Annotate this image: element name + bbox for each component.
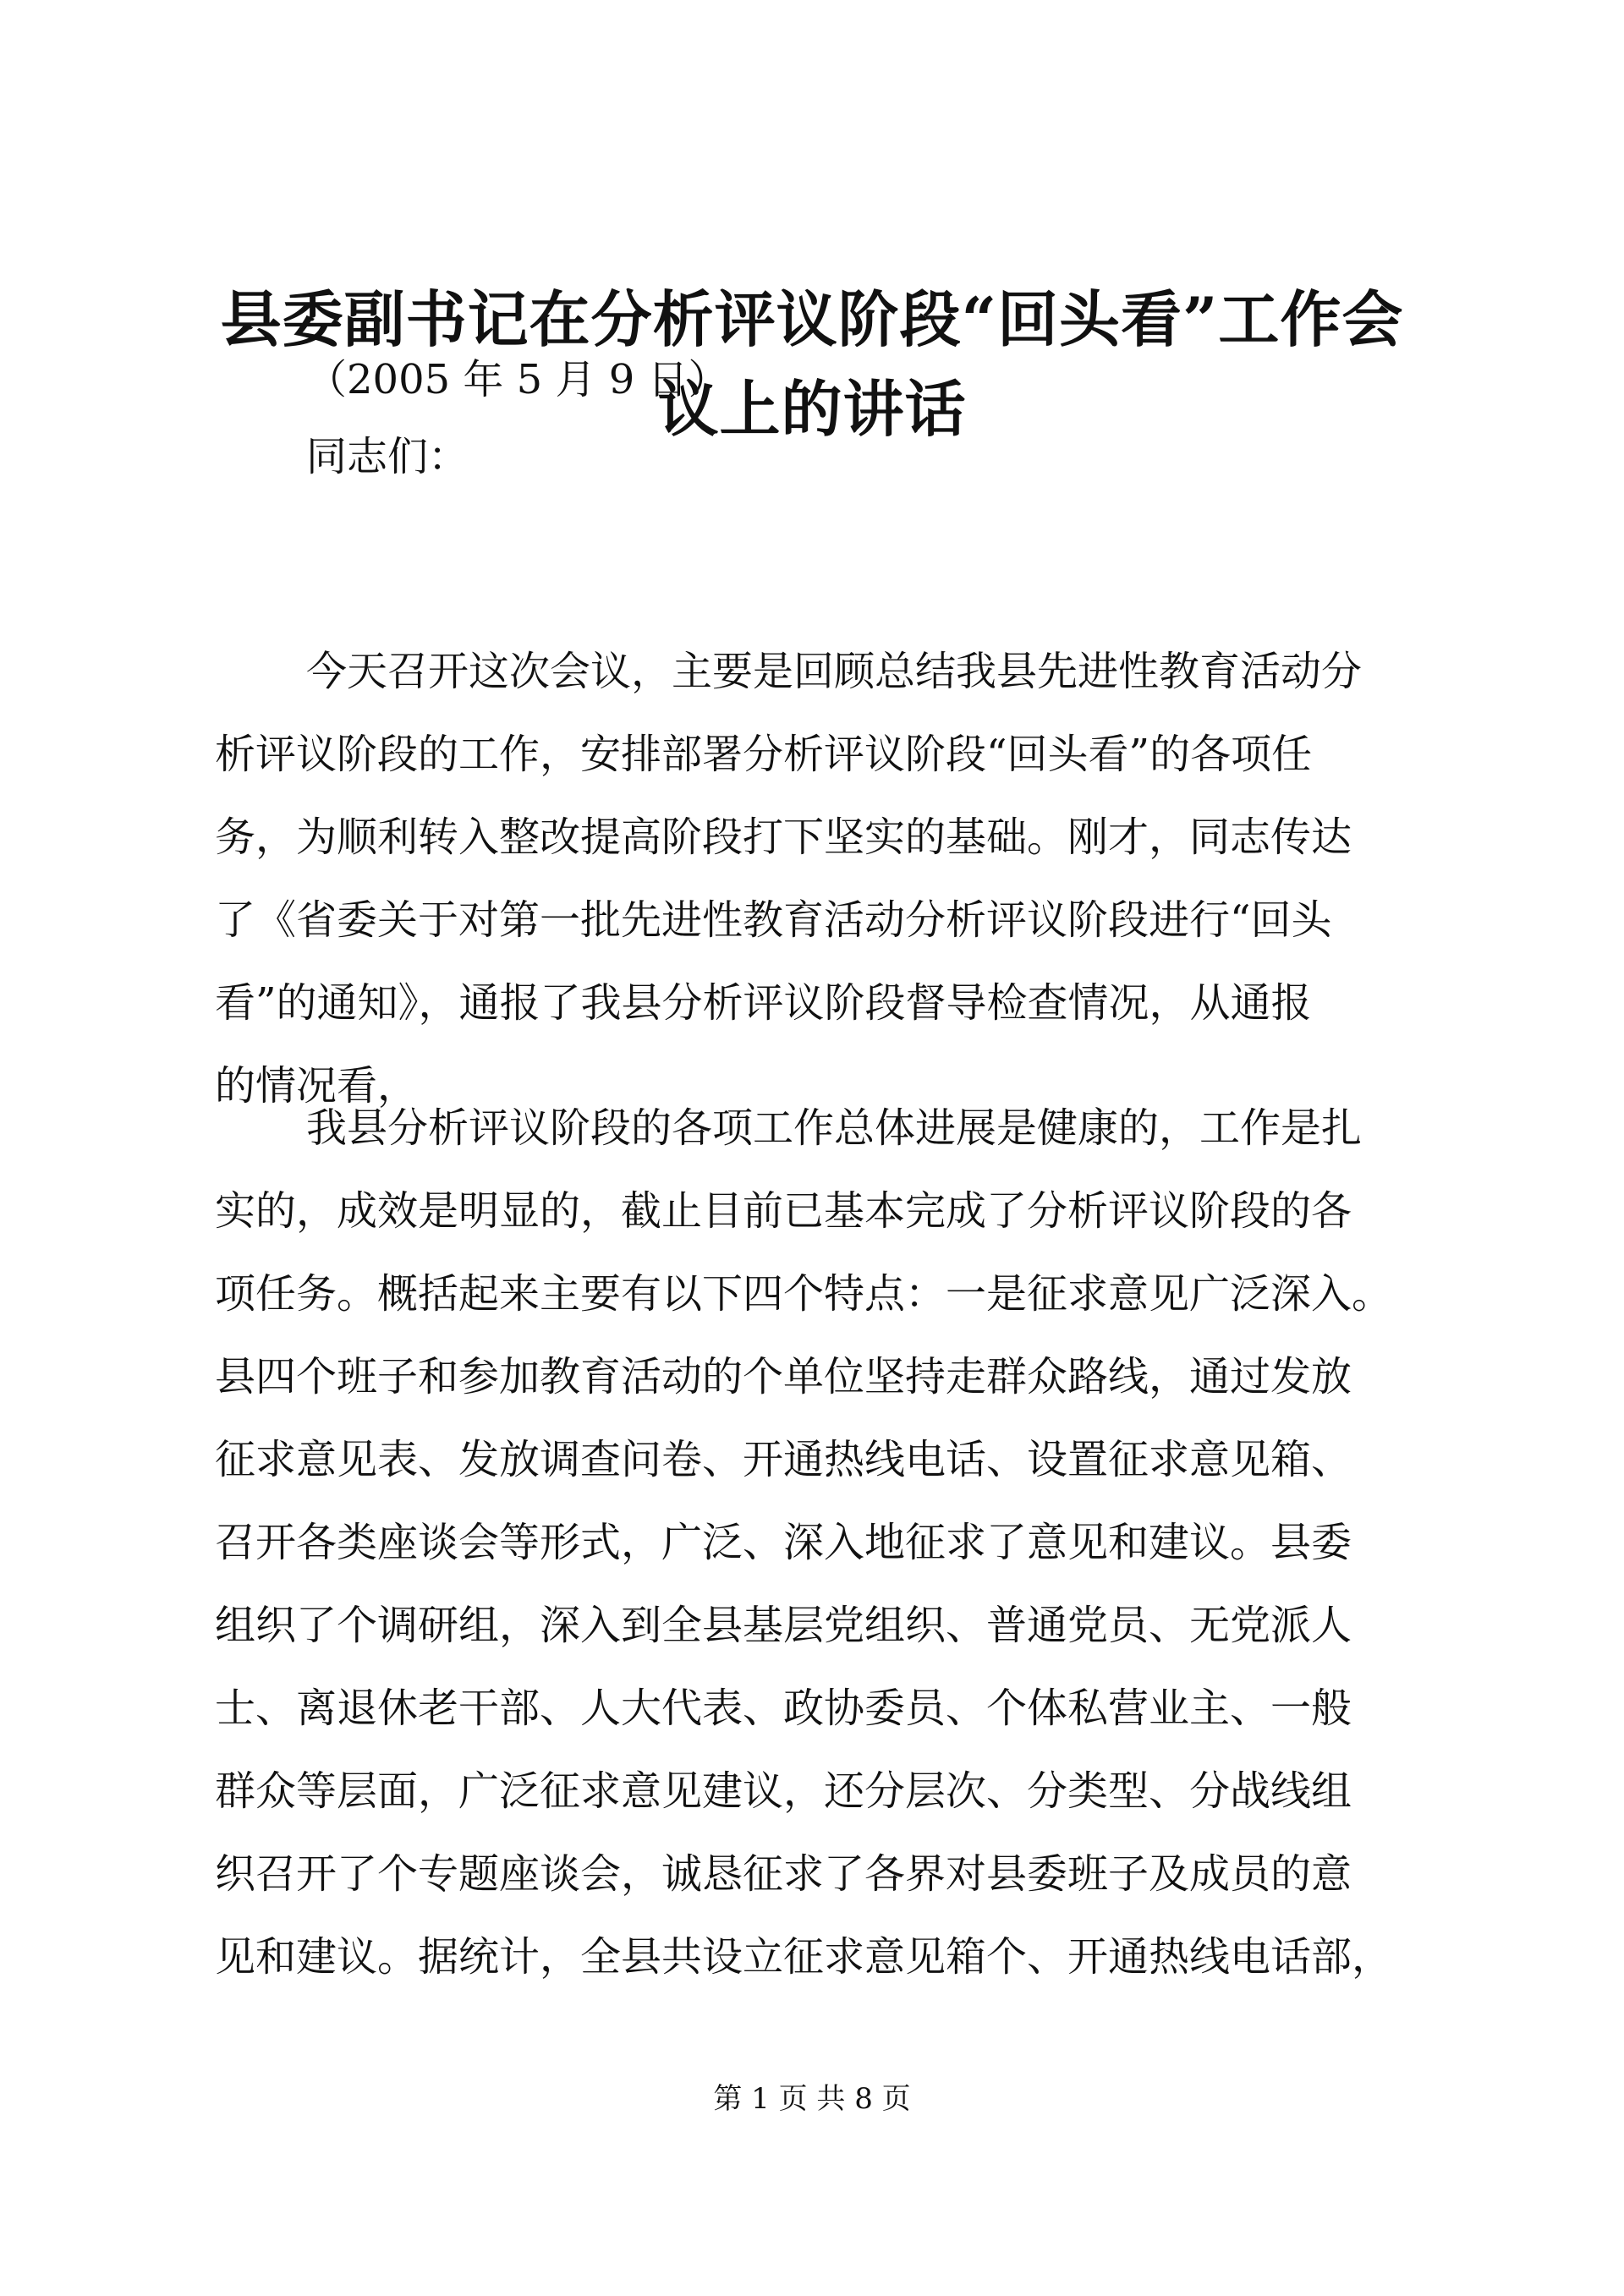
paragraph-line: 织召开了个专题座谈会，诚恳征求了各界对县委班子及成员的意: [215, 1850, 1352, 1898]
paragraph-line: 见和建议。据统计，全县共设立征求意见箱个、开通热线电话部，: [215, 1933, 1393, 1981]
date-text: （2005 年 5 月 9 日）: [306, 356, 729, 403]
paragraph-line: 今天召开这次会议，主要是回顾总结我县先进性教育活动分: [306, 648, 1363, 695]
paragraph-line: 县四个班子和参加教育活动的个单位坚持走群众路线，通过发放: [215, 1353, 1352, 1400]
paragraph-line: 组织了个调研组，深入到全县基层党组织、普通党员、无党派人: [215, 1602, 1352, 1649]
greeting: [215, 415, 1416, 498]
speech-date: [215, 338, 1416, 421]
paragraph-line: 召开各类座谈会等形式，广泛、深入地征求了意见和建议。县委: [215, 1519, 1352, 1566]
paragraph-line: 看”的通知》，通报了我县分析评议阶段督导检查情况，从通报: [215, 979, 1312, 1027]
paragraph-line: 务，为顺利转入整改提高阶段打下坚实的基础。刚才，同志传达: [215, 814, 1352, 861]
paragraph-line: 征求意见表、发放调查问卷、开通热线电话、设置征求意见箱、: [215, 1436, 1352, 1483]
greeting-text: 同志们：: [306, 433, 469, 480]
paragraph-line: 我县分析评议阶段的各项工作总体进展是健康的，工作是扎: [306, 1104, 1363, 1152]
paragraph-2: [215, 1087, 1416, 1998]
paragraph-line: 群众等层面，广泛征求意见建议，还分层次、分类型、分战线组: [215, 1767, 1352, 1815]
paragraph-line: 项任务。概括起来主要有以下四个特点：一是征求意见广泛深入。: [215, 1270, 1393, 1318]
title-line-2: 议上的讲话: [657, 373, 967, 445]
page-footer: 第 1 页 共 8 页: [713, 2082, 911, 2116]
paragraph-line: 的情况看，: [215, 1062, 419, 1110]
paragraph-1: [215, 630, 1416, 1127]
paragraph-line: 了《省委关于对第一批先进性教育活动分析评议阶段进行“回头: [215, 896, 1332, 944]
title-line-1: 县委副书记在分析评议阶段“回头看”工作会: [220, 283, 1404, 355]
paragraph-line: 实的，成效是明显的，截止目前已基本完成了分析评议阶段的各: [215, 1187, 1352, 1235]
paragraph-line: 析评议阶段的工作，安排部署分析评议阶段“回头看”的各项任: [215, 731, 1313, 778]
paragraph-line: 士、离退休老干部、人大代表、政协委员、个体私营业主、一般: [215, 1685, 1352, 1732]
